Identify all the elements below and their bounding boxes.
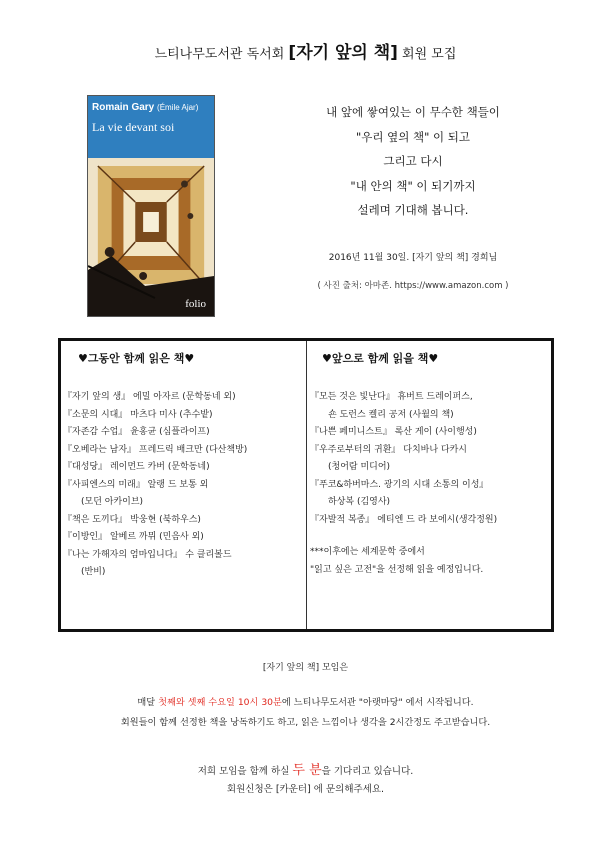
title-prefix: 느티나무도서관 독서회 bbox=[154, 47, 289, 62]
intro-line: 설레며 기대해 봅니다. bbox=[357, 203, 469, 217]
list-item: 『오베라는 남자』 프레드릭 배크만 (다산책방) bbox=[63, 444, 248, 455]
list-note: "읽고 싶은 고전"을 선정해 읽을 예정입니다. bbox=[310, 564, 484, 575]
title-book-name: [자기 앞의 책] bbox=[288, 43, 398, 63]
photo-caption: 2016년 11월 30일. [자기 앞의 책] 경희님 bbox=[328, 253, 498, 263]
schedule-suffix: 에 느티나무도서관 "아랫마당" 에서 시작됩니다. bbox=[281, 697, 474, 708]
list-item: 하상복 (김영사) bbox=[328, 497, 391, 507]
recruit-message bbox=[0, 759, 611, 778]
recruit-suffix: 을 기다리고 있습니다. bbox=[321, 766, 414, 777]
photo-source: ( 사진 출처: 아마존. https://www.amazon.com ) bbox=[317, 281, 509, 291]
list-item: 『자기 앞의 생』 에밀 아자르 (문학동네 외) bbox=[63, 392, 236, 402]
page-title bbox=[0, 38, 611, 63]
future-books-column bbox=[310, 350, 550, 579]
future-books-heading: ♥앞으로 함께 읽을 책♥ bbox=[322, 352, 439, 365]
cover-publisher-logo: folio bbox=[185, 298, 206, 310]
box-divider bbox=[306, 341, 307, 629]
list-item: (반비) bbox=[81, 567, 106, 577]
cover-author-name: Romain Gary bbox=[92, 102, 155, 113]
list-item: 숀 도런스 켈리 공저 (사월의 책) bbox=[328, 409, 454, 420]
intro-line: 그리고 다시 bbox=[383, 154, 443, 168]
list-item: 『책은 도끼다』 박웅현 (북하우스) bbox=[63, 514, 201, 525]
intro-line: "우리 옆의 책" 이 되고 bbox=[355, 129, 471, 144]
schedule-time: 첫째와 셋째 수요일 10시 30분 bbox=[158, 697, 282, 708]
list-item: 『대성당』 레이먼드 카버 (문학동네) bbox=[63, 462, 210, 472]
list-item: 『자발적 복종』 에티엔 드 라 보에시(생각정원) bbox=[310, 514, 498, 525]
list-note: ***이후에는 세계문학 중에서 bbox=[310, 547, 425, 557]
cover-author bbox=[92, 102, 214, 113]
list-item: (청어람 미디어) bbox=[328, 462, 391, 472]
list-item: 『우주로부터의 귀환』 다치바나 다카시 bbox=[310, 444, 467, 455]
intro-line: 내 앞에 쌓여있는 이 무수한 책들이 bbox=[326, 105, 500, 119]
list-item: 『나는 가해자의 엄마입니다』 수 클리볼드 bbox=[63, 549, 232, 560]
list-item: 『이방인』 알베르 까뮈 (민음사 외) bbox=[63, 532, 204, 542]
meeting-title: [자기 앞의 책] 모임은 bbox=[262, 663, 349, 673]
book-cover-image bbox=[87, 95, 215, 317]
meeting-schedule bbox=[0, 694, 611, 708]
list-item: 『모든 것은 빛난다』 휴버트 드레이퍼스, bbox=[310, 392, 473, 402]
list-item: (모던 아카이브) bbox=[81, 497, 144, 507]
read-books-heading: ♥그동안 함께 읽은 책♥ bbox=[78, 352, 195, 365]
intro-poem bbox=[243, 100, 583, 223]
list-item: 『소문의 시대』 마츠다 미사 (추수밭) bbox=[63, 409, 213, 420]
meeting-description: 회원들이 함께 선정한 책을 낭독하기도 하고, 읽은 느낌이나 생각을 2시간정도 주고받습니다. bbox=[120, 717, 491, 728]
recruit-emphasis: 두 분 bbox=[292, 763, 322, 778]
read-books-column bbox=[63, 350, 303, 582]
intro-line: "내 안의 책" 이 되기까지 bbox=[350, 178, 476, 193]
schedule-prefix: 매달 bbox=[137, 697, 159, 708]
cover-staircase-photo bbox=[88, 158, 214, 317]
recruit-prefix: 저희 모임을 함께 하실 bbox=[197, 766, 293, 777]
list-item: 『자존감 수업』 윤홍균 (심플라이프) bbox=[63, 427, 210, 437]
title-suffix: 회원 모집 bbox=[397, 47, 457, 62]
contact-info: 회원신청은 [카운터] 에 문의해주세요. bbox=[226, 784, 385, 795]
list-item: 『푸코&하버마스. 광기의 시대 소통의 이성』 bbox=[310, 479, 489, 490]
cover-book-title: La vie devant soi bbox=[92, 120, 175, 134]
list-item: 『나쁜 페미니스트』 록산 게이 (사이행성) bbox=[310, 427, 477, 437]
list-item: 『사피엔스의 미래』 알랭 드 보통 외 bbox=[63, 479, 209, 490]
cover-author-alias: (Émile Ajar) bbox=[157, 103, 199, 112]
